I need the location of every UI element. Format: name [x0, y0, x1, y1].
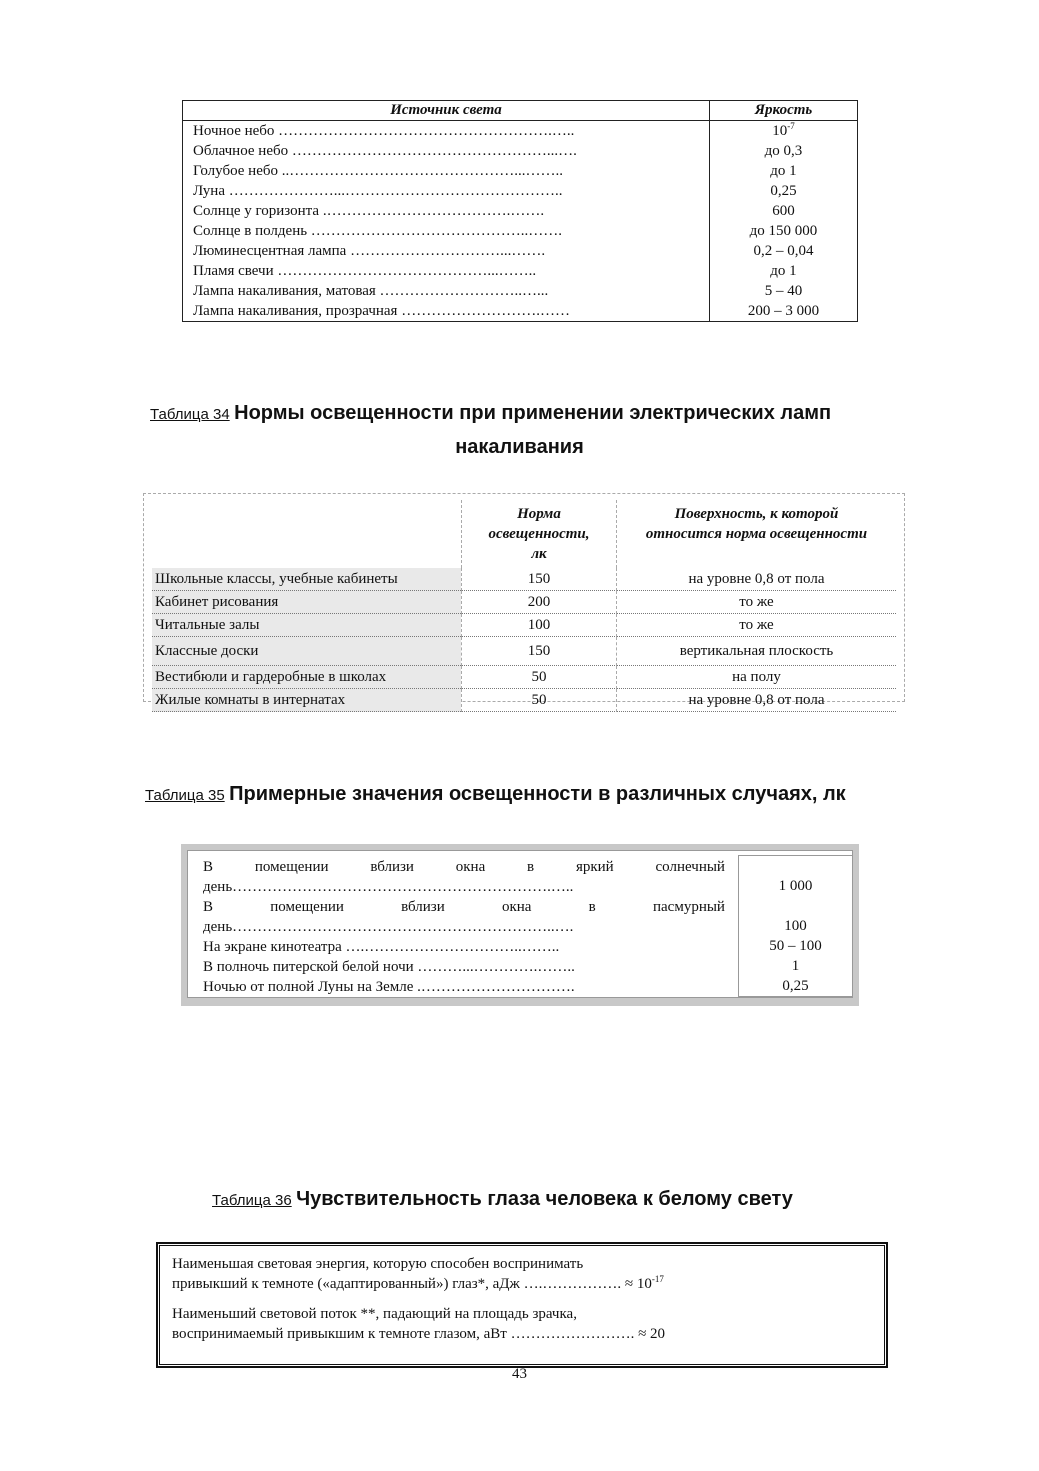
illumination-examples-table: [187, 850, 853, 998]
surface-value: на уровне 0,8 от пола: [617, 689, 896, 712]
surface-value: вертикальная плоскость: [617, 637, 896, 666]
light-source-name: Лампа накаливания, прозрачная ……………………….……: [183, 301, 710, 322]
table36-caption: [212, 1188, 793, 1211]
table-row: [183, 261, 858, 281]
word: В: [203, 859, 214, 875]
header-norm-line1: Норма: [517, 506, 561, 522]
sensitivity-flux-line2: воспринимаемый привыкшим к темноте глазом, аВт ……………………. ≈ 20: [172, 1326, 666, 1342]
surface-value: то же: [617, 614, 896, 637]
illumination-examples-labels: [203, 857, 725, 997]
light-source-name: Люминесцентная лампа …………………………...…….: [183, 241, 710, 261]
table35-title: Примерные значения освещенности в различных случаях, лк: [229, 783, 846, 805]
brightness-value: [710, 181, 858, 201]
example-value: 50 – 100: [769, 938, 822, 954]
example-row-white-night: В полночь питерской белой ночи ………...………….……..: [203, 959, 575, 975]
table-row: [152, 637, 896, 666]
header-surface-line2: относится норма освещенности: [645, 526, 868, 542]
brightness-base: до 0,3: [764, 143, 803, 159]
brightness-base: 0,25: [770, 183, 797, 199]
norm-value: 200: [461, 591, 617, 614]
brightness-base: 10: [772, 123, 788, 139]
table-row: [183, 301, 858, 322]
surface-value: то же: [617, 591, 896, 614]
header-norm-line3: лк: [531, 546, 547, 562]
illumination-examples-values: [738, 855, 853, 997]
brightness-exponent: -7: [787, 121, 795, 131]
light-source-name: Голубое небо ..………………………………………...……..: [183, 161, 710, 181]
room-name: Читальные залы: [152, 614, 461, 637]
sensitivity-energy-line2: [172, 1274, 872, 1294]
brightness-table-body: [183, 121, 858, 322]
brightness-value: [710, 301, 858, 322]
sensitivity-energy-line1: Наименьшая световая энергия, которую способен воспринимать: [172, 1256, 584, 1272]
brightness-base: 5 – 40: [764, 283, 803, 299]
light-source-name: Солнце в полдень ……………………………………..…….: [183, 221, 710, 241]
word: вблизи: [401, 899, 445, 915]
table-row: [183, 161, 858, 181]
brightness-base: 200 – 3 000: [747, 303, 820, 319]
light-source-name: Пламя свечи ……………………………………...……..: [183, 261, 710, 281]
room-name: Классные доски: [152, 637, 461, 666]
brightness-base: 600: [772, 203, 795, 219]
brightness-base: до 150 000: [749, 223, 818, 239]
table-row: [183, 181, 858, 201]
header-surface-line1: Поверхность, к которой: [674, 506, 839, 522]
illumination-examples-frame: [181, 844, 859, 1006]
word: В: [203, 899, 214, 915]
brightness-value: [710, 221, 858, 241]
brightness-value: [710, 261, 858, 281]
example-row-cloudy-cont: день………………………………………………………..….: [203, 919, 574, 935]
illumination-norms-table: [152, 500, 896, 712]
sensitivity-flux-line1: Наименьший световой поток **, падающий на площадь зрачка,: [172, 1306, 577, 1322]
page-number: 43: [512, 1366, 527, 1382]
table35-caption: [145, 783, 846, 806]
table-row: [183, 221, 858, 241]
room-name: Жилые комнаты в интернатах: [152, 689, 461, 712]
room-name: Кабинет рисования: [152, 591, 461, 614]
brightness-value: [710, 161, 858, 181]
light-source-name: Солнце у горизонта .……………………………….…….: [183, 201, 710, 221]
table-row: [183, 121, 858, 142]
word: вблизи: [370, 859, 414, 875]
norm-value: 50: [461, 666, 617, 689]
brightness-table: [182, 100, 858, 322]
brightness-value: [710, 121, 858, 142]
example-value: 100: [784, 918, 807, 934]
surface-value: на полу: [617, 666, 896, 689]
light-source-name: Облачное небо ……………………………………………...….: [183, 141, 710, 161]
brightness-base: до 1: [770, 263, 797, 279]
brightness-base: 0,2 – 0,04: [753, 243, 814, 259]
norm-value: 150: [461, 568, 617, 591]
table-row: [183, 201, 858, 221]
illumination-norms-frame: [143, 493, 905, 708]
table-row: [152, 591, 896, 614]
header-surface: [617, 500, 896, 568]
header-norm: [461, 500, 617, 568]
brightness-value: [710, 141, 858, 161]
example-row-cloudy: [203, 897, 725, 917]
sensitivity-energy-exponent: -17: [651, 1274, 664, 1284]
table-row: [152, 689, 896, 712]
sensitivity-energy-text: привыкший к темноте («адаптированный») глаз*, аДж ….……………. ≈ 10: [172, 1276, 652, 1292]
norm-value: 150: [461, 637, 617, 666]
norm-value: 50: [461, 689, 617, 712]
illumination-norms-body: [152, 568, 896, 712]
light-source-name: Луна …………………...……………………………………..: [183, 181, 710, 201]
brightness-value: [710, 281, 858, 301]
example-value: 1: [791, 958, 800, 974]
header-norm-line2: освещенности,: [488, 526, 590, 542]
word: окна: [455, 859, 486, 875]
word: окна: [501, 899, 532, 915]
table-row: [183, 141, 858, 161]
word: в: [527, 859, 535, 875]
word: пасмурный: [652, 899, 725, 915]
light-source-name: Лампа накаливания, матовая ………………………..…...: [183, 281, 710, 301]
table-row: [152, 614, 896, 637]
brightness-base: до 1: [770, 163, 797, 179]
brightness-value: [710, 241, 858, 261]
room-name: Вестибюли и гардеробные в школах: [152, 666, 461, 689]
header-brightness: Яркость: [710, 101, 858, 121]
example-row-full-moon: Ночью от полной Луны на Земле .………………………….: [203, 979, 575, 995]
header-empty: [152, 500, 461, 568]
eye-sensitivity-frame: [157, 1243, 887, 1367]
word: яркий: [575, 859, 614, 875]
example-row-sunny-cont: день……………………………………………………….…..: [203, 879, 574, 895]
table34-caption: [150, 402, 831, 425]
example-row-cinema: На экране кинотеатра ….…………………………..……..: [203, 939, 560, 955]
example-row-sunny: [203, 857, 725, 877]
example-value: 0,25: [782, 978, 809, 994]
light-source-name: Ночное небо ……………………………………………….…..: [183, 121, 710, 142]
word: помещении: [270, 899, 344, 915]
word: солнечный: [655, 859, 725, 875]
table34-caption-line2: [0, 436, 1039, 459]
table-row: [183, 241, 858, 261]
header-source: Источник света: [183, 101, 710, 121]
word: помещении: [254, 859, 329, 875]
surface-value: на уровне 0,8 от пола: [617, 568, 896, 591]
table34-label: Таблица 34: [150, 406, 230, 423]
table36-title: Чувствительность глаза человека к белому свету: [296, 1188, 793, 1210]
table-row: [183, 281, 858, 301]
brightness-value: [710, 201, 858, 221]
table35-label: Таблица 35: [145, 787, 225, 804]
room-name: Школьные классы, учебные кабинеты: [152, 568, 461, 591]
table36-label: Таблица 36: [212, 1192, 292, 1209]
eye-sensitivity-table: [172, 1254, 872, 1344]
norm-value: 100: [461, 614, 617, 637]
table34-title-line2: накаливания: [455, 436, 584, 458]
table34-title-line1: Нормы освещенности при применении электрических ламп: [234, 402, 832, 424]
word: в: [588, 899, 596, 915]
example-value: 1 000: [778, 878, 813, 894]
table-row: [152, 666, 896, 689]
table-row: [152, 568, 896, 591]
